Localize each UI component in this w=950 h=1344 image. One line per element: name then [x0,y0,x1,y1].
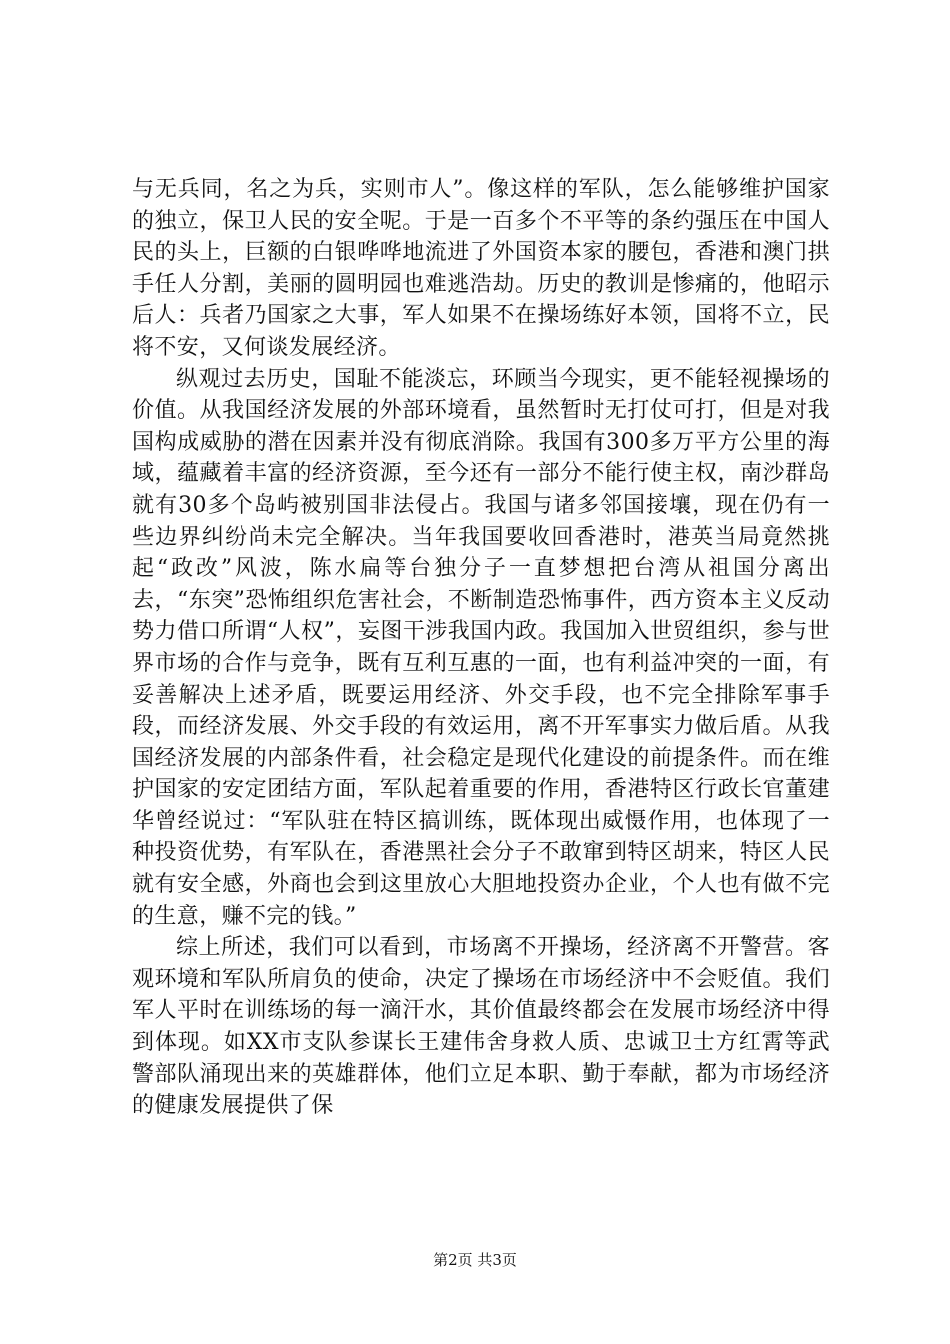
document-body [132,174,830,1122]
paragraph-1: 与无兵同，名之为兵，实则市人”。像这样的军队，怎么能够维护国家的独立，保卫人民的安全呢。于是一百多个不平等的条约强压在中国人民的头上，巨额的白银哗哗地流进了外国资本家的腰包，香港和澳门拱手任人分割，美丽的圆明园也难逃浩劫。历史的教训是惨痛的，他昭示后人：兵者乃国家之大事，军人如果不在操场练好本领，国将不立，民将不安，又何谈发展经济。 [132,177,830,360]
page-footer: 第2页 共3页 [433,1251,517,1269]
paragraph-3: 综上所述，我们可以看到，市场离不开操场，经济离不开警营。客观环境和军队所肩负的使命，决定了操场在市场经济中不会贬值。我们军人平时在训练场的每一滴汗水，其价值最终都会在发展市场经济中得到体现。如XX市支队参谋长王建伟舍身救人质、忠诚卫士方红霄等武警部队涌现出来的英雄群体，他们立足本职、勤于奉献，都为市场经济的健康发展提供了保 [132,935,830,1119]
paragraph-2: 纵观过去历史，国耻不能淡忘，环顾当今现实，更不能轻视操场的价值。从我国经济发展的外部环境看，虽然暂时无打仗可打，但是对我国构成威胁的潜在因素并没有彻底消除。我国有300多万平方公里的海域，蕴藏着丰富的经济资源，至今还有一部分不能行使主权，南沙群岛就有30多个岛屿被别国非法侵占。我国与诸多邻国接壤，现在仍有一些边界纠纷尚未完全解决。当年我国要收回香港时，港英当局竟然挑起“政改”风波，陈水扁等台独分子一直梦想把台湾从祖国分离出去，“东突”恐怖组织危害社会，不断制造恐怖事件，西方资本主义反动势力借口所谓“人权”，妄图干涉我国内政。我国加入世贸组织，参与世界市场的合作与竞争，既有互利互惠的一面，也有利益冲突的一面，有妥善解决上述矛盾，既要运用经济、外交手段，也不完全排除军事手段，而经济发展、外交手段的有效运用，离不开军事实力做后盾。从我国经济发展的内部条件看，社会稳定是现代化建设的前提条件。而在维护国家的安定团结方面，军队起着重要的作用，香港特区行政长官董建华曾经说过：“军队驻在特区搞训练，既体现出威慑作用，也体现了一种投资优势，有军队在，香港黑社会分子不敢窜到特区胡来，特区人民就有安全感，外商也会到这里放心大胆地投资办企业，个人也有做不完的生意，赚不完的钱。” [132,366,830,929]
